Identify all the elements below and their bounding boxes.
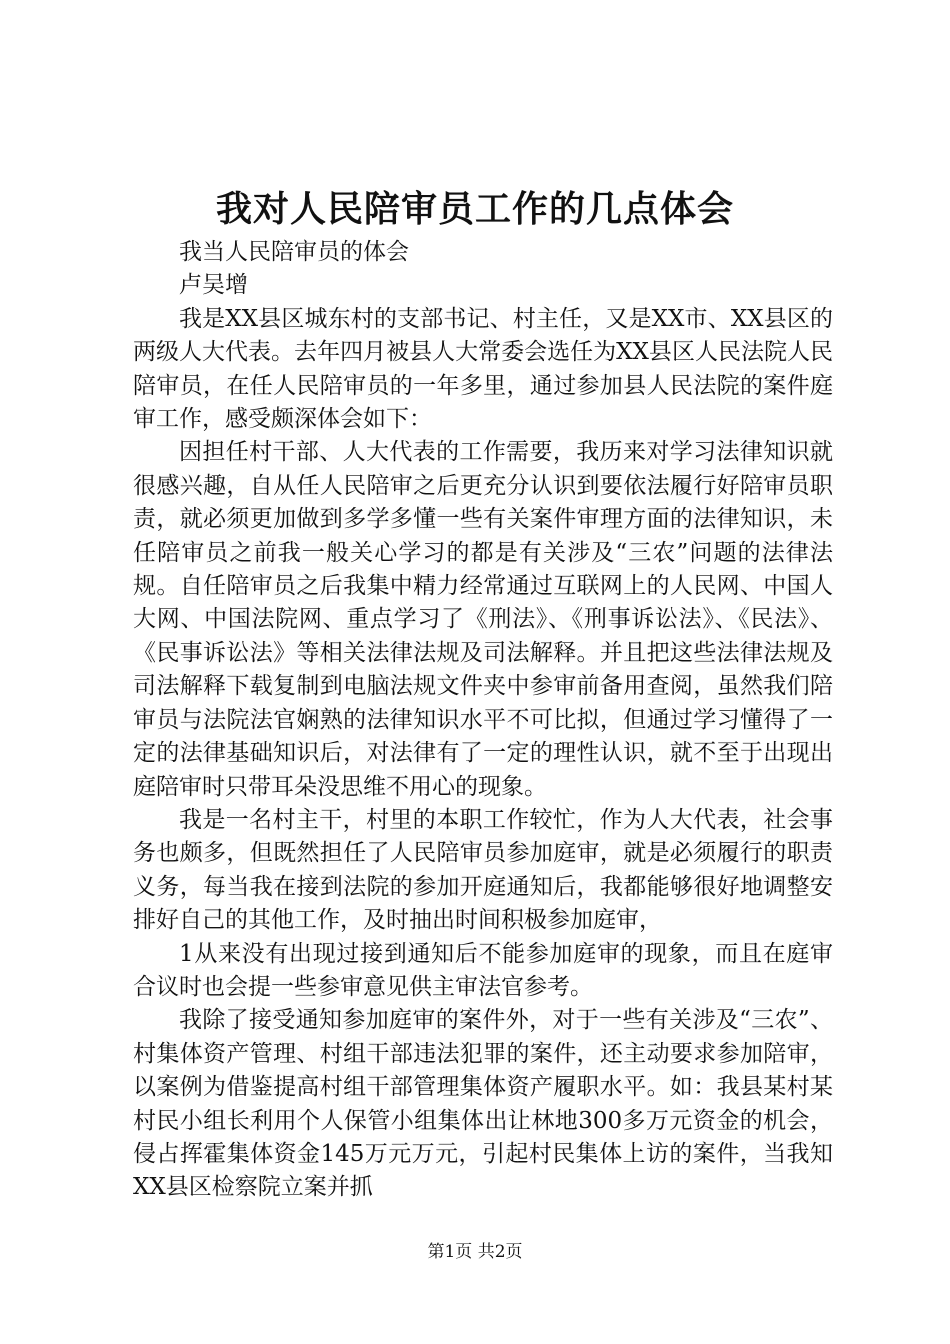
author-name: 卢吴增	[179, 272, 248, 299]
body-paragraph: 我除了接受通知参加庭审的案件外，对于一些有关涉及“三农”、村集体资产管理、村组干部违法犯罪的案件，还主动要求参加陪审，以案例为借鉴提高村组干部管理集体资产履职水平。如：我县某村某村民小组长利用个人保管小组集体出让林地300多万元资金的机会，侵占挥霍集体资金145万元万元，引起村民集体上访的案件，当我知XX县区检察院立案并抓	[133, 1007, 833, 1201]
document-body	[133, 236, 833, 1205]
body-paragraph: 我是一名村主干，村里的本职工作较忙，作为人大代表，社会事务也颇多，但既然担任了人民陪审员参加庭审，就是必须履行的职责义务，每当我在接到法院的参加开庭通知后，我都能够很好地调整安排好自己的其他工作，及时抽出时间积极参加庭审，	[133, 806, 833, 934]
page-footer: 第1页 共2页	[427, 1242, 523, 1262]
body-paragraph: 1从来没有出现过接到通知后不能参加庭审的现象，而且在庭审合议时也会提一些参审意见供主审法官参考。	[133, 940, 833, 1000]
document-title: 我对人民陪审员工作的几点体会	[215, 188, 734, 230]
body-paragraph: 因担任村干部、人大代表的工作需要，我历来对学习法律知识就很感兴趣，自从任人民陪审之后更充分认识到要依法履行好陪审员职责，就必须更加做到多学多懂一些有关案件审理方面的法律知识，未任陪审员之前我一般关心学习的都是有关涉及“三农”问题的法律法规。自任陪审员之后我集中精力经常通过互联网上的人民网、中国人大网、中国法院网、重点学习了《刑法》、《刑事诉讼法》、《民法》、《民事诉讼法》等相关法律法规及司法解释。并且把这些法律法规及司法解释下载复制到电脑法规文件夹中参审前备用查阅，虽然我们陪审员与法院法官娴熟的法律知识水平不可比拟，但通过学习懂得了一定的法律基础知识后，对法律有了一定的理性认识，就不至于出现出庭陪审时只带耳朵没思维不用心的现象。	[133, 439, 833, 800]
subtitle: 我当人民陪审员的体会	[179, 239, 409, 265]
body-paragraph: 我是XX县区城东村的支部书记、村主任，又是XX市、XX县区的两级人大代表。去年四月被县人大常委会选任为XX县区人民法院人民陪审员，在任人民陪审员的一年多里，通过参加县人民法院的案件庭审工作，感受颇深体会如下：	[133, 305, 833, 433]
